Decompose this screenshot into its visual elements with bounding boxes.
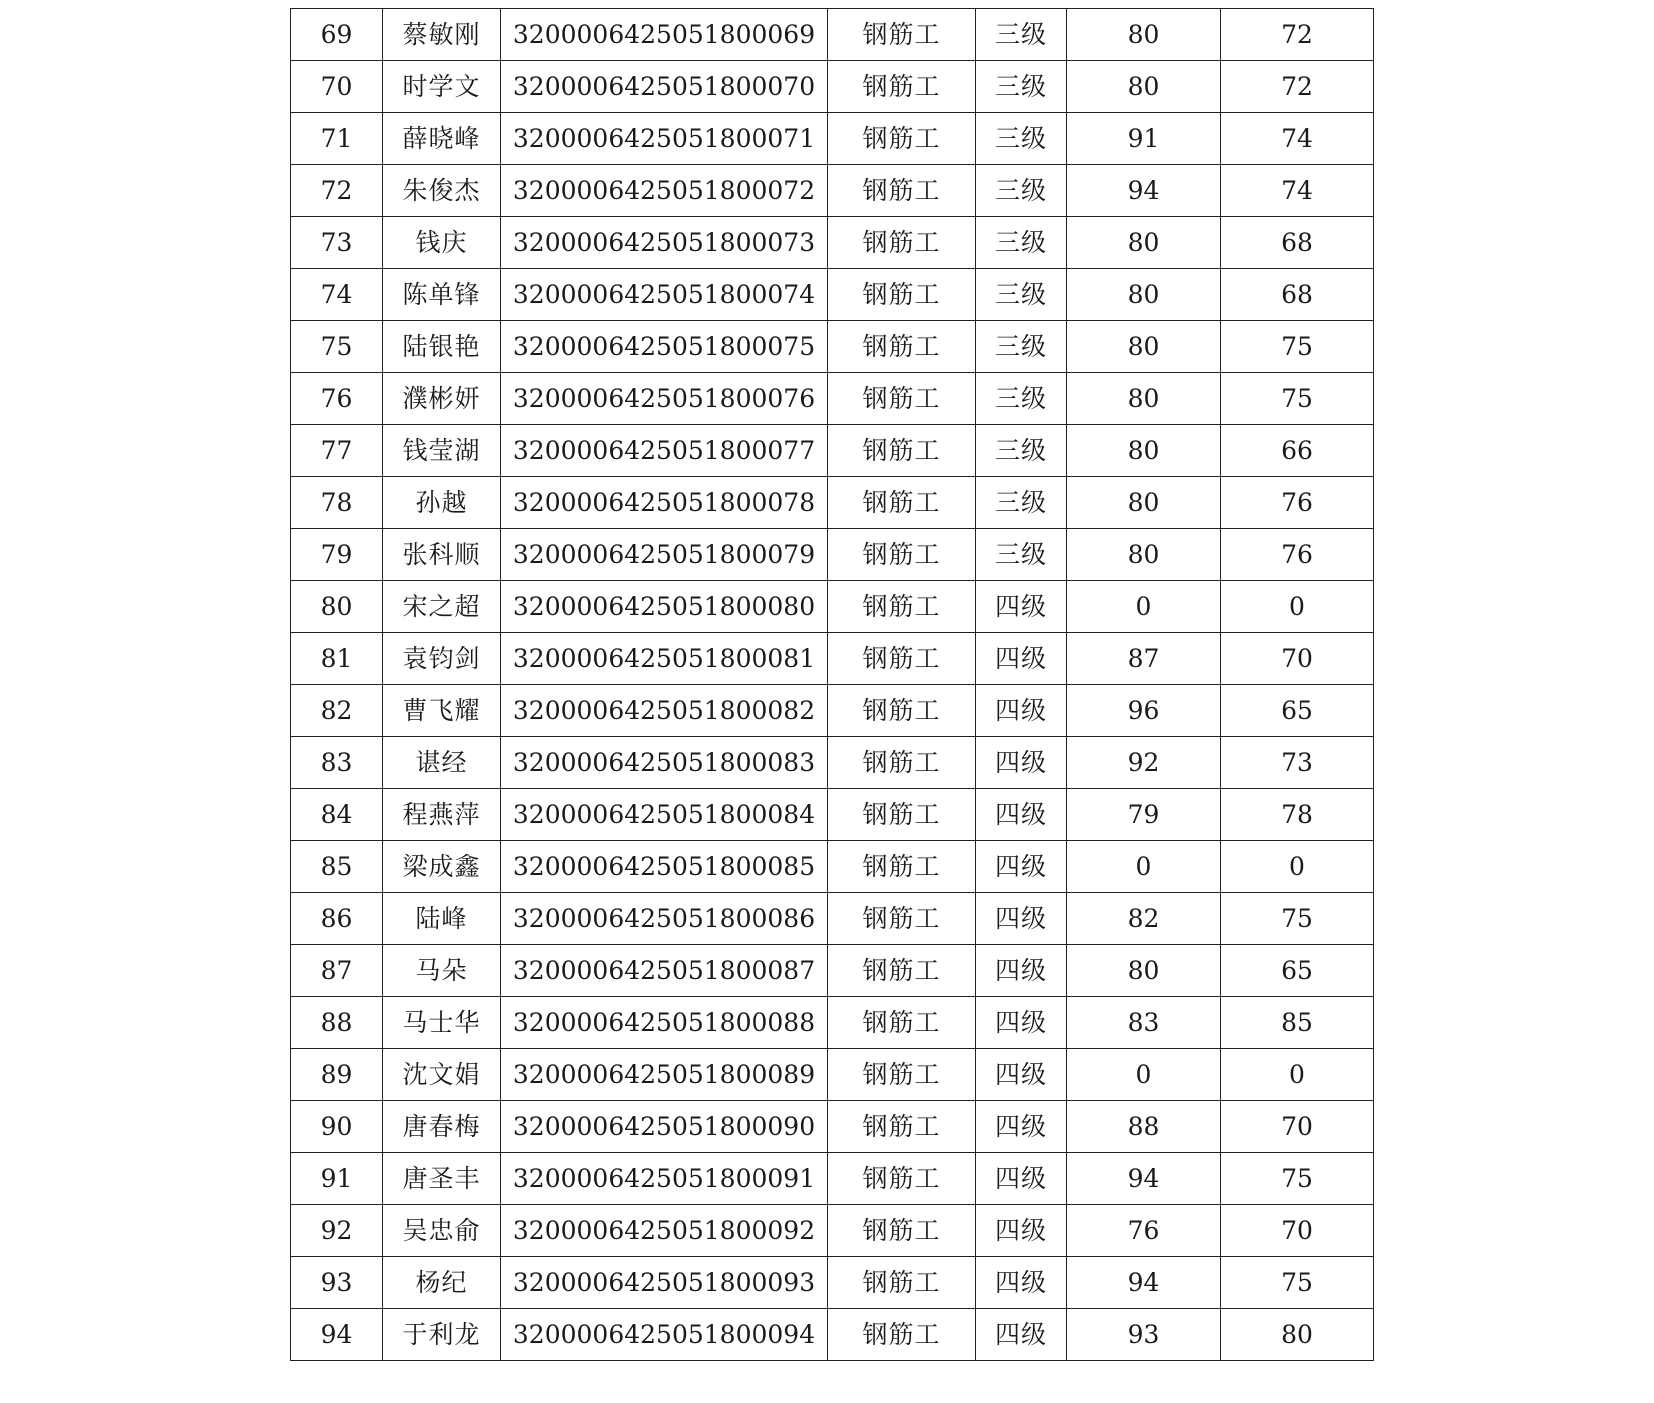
table-row	[291, 1257, 1374, 1309]
score-1-cell: 80	[1067, 217, 1221, 269]
score-1-cell: 80	[1067, 373, 1221, 425]
occupation-cell: 钢筋工	[828, 1205, 976, 1257]
row-number-cell: 80	[291, 581, 383, 633]
score-2-cell: 70	[1221, 633, 1374, 685]
level-cell: 四级	[976, 1309, 1067, 1361]
name-cell: 唐春梅	[383, 1101, 501, 1153]
table-body	[291, 9, 1374, 1361]
score-table-container	[290, 8, 1374, 1361]
score-1-cell: 80	[1067, 425, 1221, 477]
score-2-cell: 80	[1221, 1309, 1374, 1361]
score-1-cell: 92	[1067, 737, 1221, 789]
level-cell: 三级	[976, 165, 1067, 217]
row-number-cell: 93	[291, 1257, 383, 1309]
row-number-cell: 74	[291, 269, 383, 321]
name-cell: 陈单锋	[383, 269, 501, 321]
row-number-cell: 94	[291, 1309, 383, 1361]
occupation-cell: 钢筋工	[828, 893, 976, 945]
level-cell: 三级	[976, 321, 1067, 373]
name-cell: 于利龙	[383, 1309, 501, 1361]
row-number-cell: 70	[291, 61, 383, 113]
level-cell: 三级	[976, 9, 1067, 61]
score-1-cell: 91	[1067, 113, 1221, 165]
row-number-cell: 71	[291, 113, 383, 165]
level-cell: 四级	[976, 1153, 1067, 1205]
name-cell: 薛晓峰	[383, 113, 501, 165]
score-1-cell: 96	[1067, 685, 1221, 737]
certificate-id-cell: 3200006425051800071	[501, 113, 828, 165]
certificate-id-cell: 3200006425051800077	[501, 425, 828, 477]
name-cell: 时学文	[383, 61, 501, 113]
score-2-cell: 85	[1221, 997, 1374, 1049]
table-row	[291, 633, 1374, 685]
score-1-cell: 76	[1067, 1205, 1221, 1257]
table-row	[291, 113, 1374, 165]
certificate-id-cell: 3200006425051800091	[501, 1153, 828, 1205]
occupation-cell: 钢筋工	[828, 1049, 976, 1101]
score-1-cell: 80	[1067, 321, 1221, 373]
score-1-cell: 87	[1067, 633, 1221, 685]
score-2-cell: 78	[1221, 789, 1374, 841]
row-number-cell: 86	[291, 893, 383, 945]
occupation-cell: 钢筋工	[828, 373, 976, 425]
name-cell: 袁钧剑	[383, 633, 501, 685]
row-number-cell: 83	[291, 737, 383, 789]
table-row	[291, 997, 1374, 1049]
table-row	[291, 841, 1374, 893]
table-row	[291, 893, 1374, 945]
certificate-id-cell: 3200006425051800082	[501, 685, 828, 737]
certificate-id-cell: 3200006425051800083	[501, 737, 828, 789]
name-cell: 孙越	[383, 477, 501, 529]
occupation-cell: 钢筋工	[828, 113, 976, 165]
level-cell: 四级	[976, 1101, 1067, 1153]
level-cell: 四级	[976, 945, 1067, 997]
occupation-cell: 钢筋工	[828, 1101, 976, 1153]
table-row	[291, 165, 1374, 217]
table-row	[291, 1101, 1374, 1153]
row-number-cell: 89	[291, 1049, 383, 1101]
name-cell: 钱庆	[383, 217, 501, 269]
occupation-cell: 钢筋工	[828, 945, 976, 997]
score-2-cell: 0	[1221, 1049, 1374, 1101]
occupation-cell: 钢筋工	[828, 425, 976, 477]
score-1-cell: 0	[1067, 581, 1221, 633]
name-cell: 张科顺	[383, 529, 501, 581]
table-row	[291, 581, 1374, 633]
score-1-cell: 83	[1067, 997, 1221, 1049]
name-cell: 梁成鑫	[383, 841, 501, 893]
table-row	[291, 1205, 1374, 1257]
certificate-id-cell: 3200006425051800084	[501, 789, 828, 841]
score-2-cell: 75	[1221, 893, 1374, 945]
level-cell: 四级	[976, 633, 1067, 685]
score-2-cell: 65	[1221, 685, 1374, 737]
level-cell: 四级	[976, 997, 1067, 1049]
table-row	[291, 737, 1374, 789]
certificate-id-cell: 3200006425051800073	[501, 217, 828, 269]
name-cell: 杨纪	[383, 1257, 501, 1309]
name-cell: 宋之超	[383, 581, 501, 633]
score-2-cell: 68	[1221, 217, 1374, 269]
level-cell: 四级	[976, 685, 1067, 737]
occupation-cell: 钢筋工	[828, 165, 976, 217]
score-2-cell: 72	[1221, 9, 1374, 61]
score-1-cell: 94	[1067, 165, 1221, 217]
occupation-cell: 钢筋工	[828, 477, 976, 529]
score-2-cell: 66	[1221, 425, 1374, 477]
score-1-cell: 94	[1067, 1257, 1221, 1309]
name-cell: 钱莹湖	[383, 425, 501, 477]
name-cell: 濮彬妍	[383, 373, 501, 425]
occupation-cell: 钢筋工	[828, 789, 976, 841]
level-cell: 四级	[976, 841, 1067, 893]
score-1-cell: 80	[1067, 529, 1221, 581]
name-cell: 沈文娟	[383, 1049, 501, 1101]
score-2-cell: 74	[1221, 113, 1374, 165]
score-1-cell: 0	[1067, 1049, 1221, 1101]
row-number-cell: 77	[291, 425, 383, 477]
occupation-cell: 钢筋工	[828, 321, 976, 373]
score-1-cell: 93	[1067, 1309, 1221, 1361]
level-cell: 三级	[976, 61, 1067, 113]
row-number-cell: 85	[291, 841, 383, 893]
occupation-cell: 钢筋工	[828, 269, 976, 321]
level-cell: 三级	[976, 217, 1067, 269]
score-1-cell: 79	[1067, 789, 1221, 841]
certificate-id-cell: 3200006425051800076	[501, 373, 828, 425]
certificate-id-cell: 3200006425051800086	[501, 893, 828, 945]
name-cell: 唐圣丰	[383, 1153, 501, 1205]
occupation-cell: 钢筋工	[828, 9, 976, 61]
row-number-cell: 72	[291, 165, 383, 217]
name-cell: 陆银艳	[383, 321, 501, 373]
score-1-cell: 0	[1067, 841, 1221, 893]
occupation-cell: 钢筋工	[828, 633, 976, 685]
level-cell: 三级	[976, 113, 1067, 165]
row-number-cell: 82	[291, 685, 383, 737]
certificate-id-cell: 3200006425051800089	[501, 1049, 828, 1101]
name-cell: 吴忠俞	[383, 1205, 501, 1257]
score-2-cell: 65	[1221, 945, 1374, 997]
score-1-cell: 80	[1067, 269, 1221, 321]
score-2-cell: 68	[1221, 269, 1374, 321]
certificate-id-cell: 3200006425051800094	[501, 1309, 828, 1361]
score-2-cell: 75	[1221, 321, 1374, 373]
row-number-cell: 69	[291, 9, 383, 61]
level-cell: 四级	[976, 893, 1067, 945]
score-1-cell: 88	[1067, 1101, 1221, 1153]
row-number-cell: 76	[291, 373, 383, 425]
name-cell: 朱俊杰	[383, 165, 501, 217]
score-2-cell: 73	[1221, 737, 1374, 789]
occupation-cell: 钢筋工	[828, 997, 976, 1049]
certificate-id-cell: 3200006425051800092	[501, 1205, 828, 1257]
table-row	[291, 477, 1374, 529]
table-row	[291, 425, 1374, 477]
certificate-id-cell: 3200006425051800072	[501, 165, 828, 217]
occupation-cell: 钢筋工	[828, 529, 976, 581]
occupation-cell: 钢筋工	[828, 1309, 976, 1361]
level-cell: 四级	[976, 789, 1067, 841]
table-row	[291, 1049, 1374, 1101]
score-1-cell: 80	[1067, 9, 1221, 61]
score-1-cell: 80	[1067, 61, 1221, 113]
occupation-cell: 钢筋工	[828, 581, 976, 633]
occupation-cell: 钢筋工	[828, 737, 976, 789]
occupation-cell: 钢筋工	[828, 685, 976, 737]
score-2-cell: 76	[1221, 477, 1374, 529]
certificate-id-cell: 3200006425051800080	[501, 581, 828, 633]
table-row	[291, 269, 1374, 321]
score-2-cell: 75	[1221, 1257, 1374, 1309]
certificate-id-cell: 3200006425051800087	[501, 945, 828, 997]
certificate-id-cell: 3200006425051800075	[501, 321, 828, 373]
certificate-id-cell: 3200006425051800078	[501, 477, 828, 529]
certificate-id-cell: 3200006425051800070	[501, 61, 828, 113]
row-number-cell: 84	[291, 789, 383, 841]
score-2-cell: 0	[1221, 841, 1374, 893]
score-2-cell: 75	[1221, 373, 1374, 425]
name-cell: 蔡敏刚	[383, 9, 501, 61]
row-number-cell: 75	[291, 321, 383, 373]
occupation-cell: 钢筋工	[828, 841, 976, 893]
table-row	[291, 789, 1374, 841]
certificate-id-cell: 3200006425051800074	[501, 269, 828, 321]
score-2-cell: 75	[1221, 1153, 1374, 1205]
occupation-cell: 钢筋工	[828, 1153, 976, 1205]
level-cell: 四级	[976, 1205, 1067, 1257]
level-cell: 三级	[976, 529, 1067, 581]
table-row	[291, 685, 1374, 737]
row-number-cell: 79	[291, 529, 383, 581]
row-number-cell: 73	[291, 217, 383, 269]
score-2-cell: 70	[1221, 1205, 1374, 1257]
level-cell: 三级	[976, 425, 1067, 477]
row-number-cell: 91	[291, 1153, 383, 1205]
level-cell: 三级	[976, 373, 1067, 425]
occupation-cell: 钢筋工	[828, 217, 976, 269]
certificate-id-cell: 3200006425051800085	[501, 841, 828, 893]
table-row	[291, 529, 1374, 581]
row-number-cell: 78	[291, 477, 383, 529]
score-table	[290, 8, 1374, 1361]
score-1-cell: 94	[1067, 1153, 1221, 1205]
row-number-cell: 87	[291, 945, 383, 997]
table-row	[291, 1153, 1374, 1205]
certificate-id-cell: 3200006425051800093	[501, 1257, 828, 1309]
table-row	[291, 9, 1374, 61]
level-cell: 四级	[976, 1049, 1067, 1101]
table-row	[291, 373, 1374, 425]
name-cell: 陆峰	[383, 893, 501, 945]
table-row	[291, 945, 1374, 997]
level-cell: 四级	[976, 737, 1067, 789]
level-cell: 三级	[976, 477, 1067, 529]
score-2-cell: 74	[1221, 165, 1374, 217]
score-1-cell: 82	[1067, 893, 1221, 945]
occupation-cell: 钢筋工	[828, 61, 976, 113]
score-2-cell: 76	[1221, 529, 1374, 581]
name-cell: 曹飞耀	[383, 685, 501, 737]
certificate-id-cell: 3200006425051800090	[501, 1101, 828, 1153]
row-number-cell: 90	[291, 1101, 383, 1153]
score-2-cell: 72	[1221, 61, 1374, 113]
name-cell: 程燕萍	[383, 789, 501, 841]
row-number-cell: 92	[291, 1205, 383, 1257]
certificate-id-cell: 3200006425051800069	[501, 9, 828, 61]
certificate-id-cell: 3200006425051800079	[501, 529, 828, 581]
certificate-id-cell: 3200006425051800081	[501, 633, 828, 685]
row-number-cell: 88	[291, 997, 383, 1049]
table-row	[291, 1309, 1374, 1361]
table-row	[291, 61, 1374, 113]
level-cell: 四级	[976, 581, 1067, 633]
score-1-cell: 80	[1067, 945, 1221, 997]
table-row	[291, 321, 1374, 373]
level-cell: 三级	[976, 269, 1067, 321]
occupation-cell: 钢筋工	[828, 1257, 976, 1309]
name-cell: 马朵	[383, 945, 501, 997]
level-cell: 四级	[976, 1257, 1067, 1309]
row-number-cell: 81	[291, 633, 383, 685]
name-cell: 马士华	[383, 997, 501, 1049]
score-2-cell: 0	[1221, 581, 1374, 633]
score-2-cell: 70	[1221, 1101, 1374, 1153]
certificate-id-cell: 3200006425051800088	[501, 997, 828, 1049]
name-cell: 谌经	[383, 737, 501, 789]
score-1-cell: 80	[1067, 477, 1221, 529]
table-row	[291, 217, 1374, 269]
